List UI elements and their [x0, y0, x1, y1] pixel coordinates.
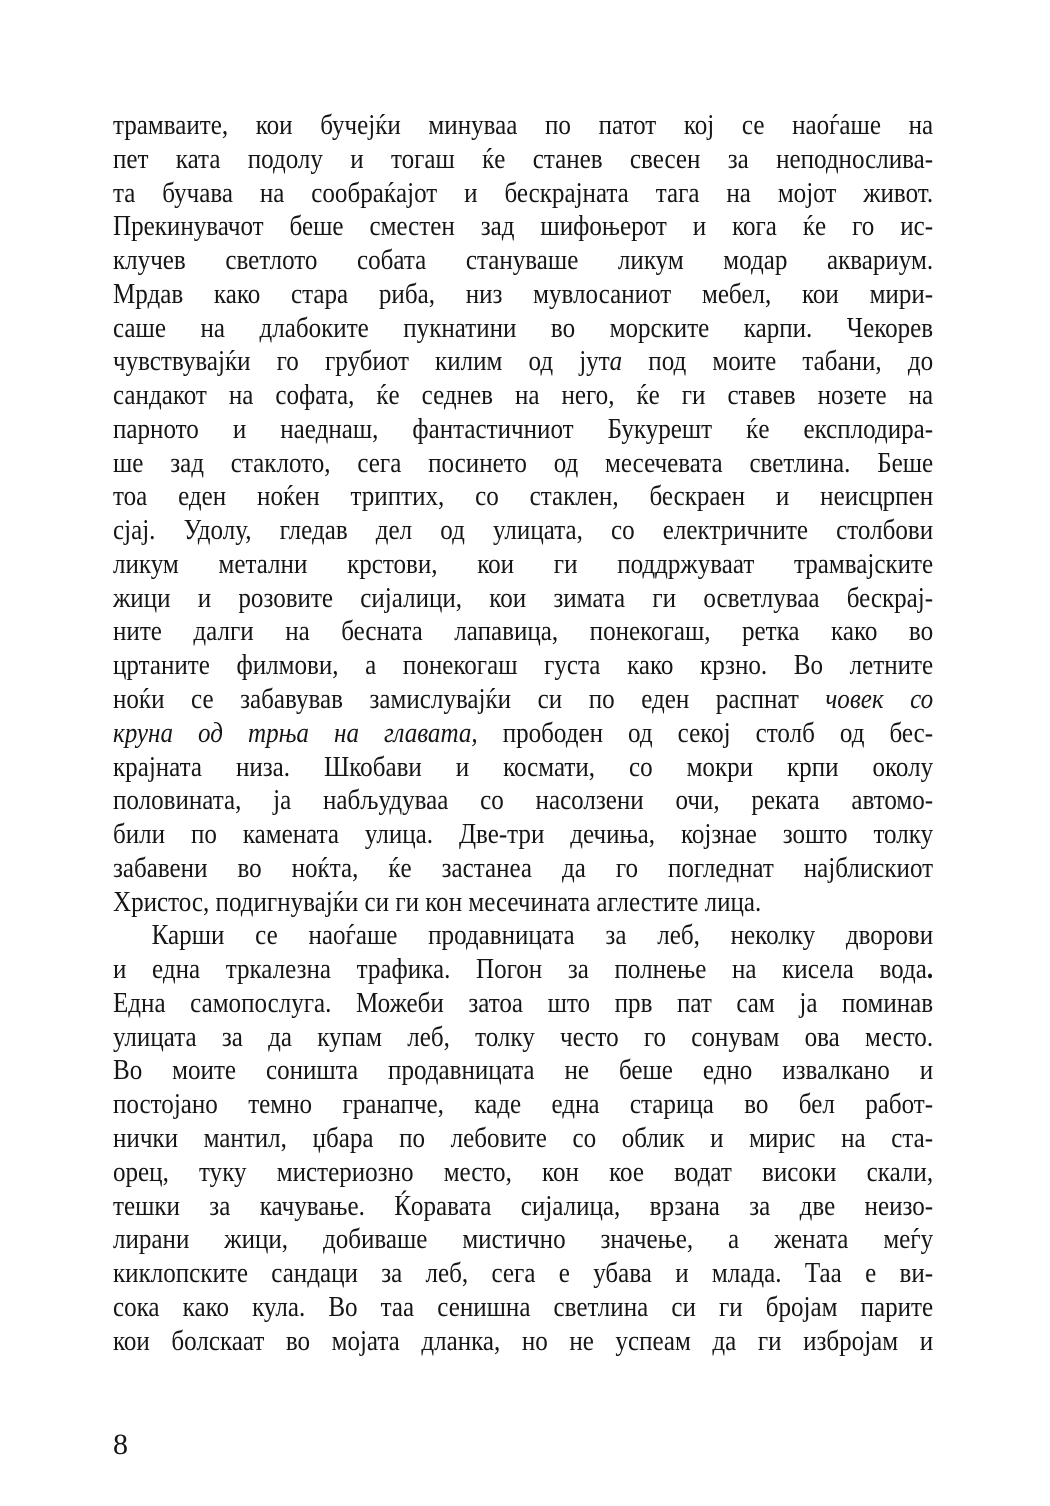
text-segment: сока како кула. Во таа сенишна светлина си ги бројам парите [113, 1291, 934, 1323]
text-segment: жици и розовите сијалици, кои зимата ги осветлуваа бескрај- [113, 582, 934, 614]
text-segment: трамваите, кои бучејќи минуваа по патот кој се наоѓаше на [113, 110, 934, 141]
text-segment: . [926, 954, 934, 986]
text-segment: чувствувајќи го грубиот килим од јут [113, 346, 610, 378]
text-segment: кои болскаат во мојата дланка, но не успеам да ги избројам и [113, 1325, 934, 1357]
text-line [113, 852, 933, 886]
text-line [113, 818, 933, 852]
text-line [113, 683, 933, 717]
text-segment: парното и наеднаш, фантастичниот Букурешт ќе експлодира- [113, 413, 934, 445]
page-number: 8 [113, 1428, 128, 1461]
text-segment: тешки за качување. Ќоравата сијалица, врзана за две неизо- [113, 1190, 934, 1222]
text-line [113, 345, 933, 379]
text-segment: прободен од секој столб од бес- [477, 717, 934, 749]
text-segment: ните далги на бесната лапавица, понекогаш, ретка како во [113, 616, 934, 648]
text-segment: улицата за да купам леб, толку често го сонувам ова место. [113, 1021, 934, 1053]
text-segment: саше на длабоките пукнатини во морските карпи. Чекорев [113, 312, 934, 344]
text-line [113, 210, 933, 244]
text-segment: Прекинувачот беше сместен зад шифоњерот и кога ќе го ис- [113, 211, 934, 243]
text-segment: били по камената улица. Две-три дечиња, којзнае зошто толку [113, 819, 934, 851]
italic-text-segment: круна од трња на главата, [113, 717, 478, 749]
text-segment: орец, туку мистериозно место, кон кое водат високи скали, [113, 1156, 934, 1188]
text-line [113, 514, 933, 548]
italic-text-segment: а [609, 346, 623, 378]
text-line [113, 1223, 933, 1257]
text-segment: Една самопослуга. Можеби затоа што прв пат сам ја поминав [113, 987, 934, 1019]
text-line [113, 379, 933, 413]
text-segment: под моите табани, до [622, 346, 934, 378]
text-line [113, 582, 933, 616]
text-segment: та бучава на сообраќајот и бескрајната тага на мојот живот. [113, 177, 934, 209]
text-segment: нички мантил, џбара по лебовите со облик и мирис на ста- [113, 1122, 934, 1154]
text-line [113, 751, 933, 785]
text-line [113, 886, 933, 920]
text-segment: лирани жици, добиваше мистично значење, а жената меѓу [113, 1224, 934, 1256]
text-line [113, 1054, 933, 1088]
text-segment: Карши се наоѓаше продавницата за леб, неколку дворови [151, 920, 934, 952]
text-line [113, 987, 933, 1021]
text-line [113, 480, 933, 514]
text-segment: ликум метални крстови, кои ги поддржуваат трамвајските [113, 548, 934, 580]
text-line [113, 1156, 933, 1190]
text-segment: крајната низа. Шкобави и космати, со мокри крпи околу [113, 751, 934, 783]
page-text [113, 109, 1046, 1358]
text-segment: и една тркалезна трафика. Погон за полнење на кисела вода [113, 954, 927, 986]
text-line [113, 447, 933, 481]
text-line [113, 919, 933, 953]
text-line [113, 143, 933, 177]
text-line [113, 1325, 933, 1359]
text-segment: клучев светлото собата стануваше ликум модар аквариум. [113, 245, 934, 277]
text-line [113, 244, 933, 278]
text-segment: ноќи се забавував замислувајќи си по еден распнат [113, 684, 826, 716]
text-segment: киклопските сандаци за леб, сега е убава и млада. Таа е ви- [113, 1258, 934, 1290]
text-segment: ше зад стаклото, сега посинето од месечевата светлина. Беше [113, 447, 934, 479]
text-segment: Христос, подигнувајќи си ги кон месечината аглестите лица. [113, 886, 762, 918]
text-segment: постојано темно гранапче, каде една старица во бел работ- [113, 1089, 934, 1121]
italic-text-segment: човек со [825, 684, 934, 716]
text-line [113, 1291, 933, 1325]
text-line [113, 312, 933, 346]
text-line [113, 278, 933, 312]
text-line [113, 1088, 933, 1122]
text-line [113, 109, 933, 143]
text-segment: пет ката подолу и тогаш ќе станев свесен за неподнослива- [113, 143, 934, 175]
text-line [113, 784, 933, 818]
text-segment: сјај. Удолу, гледав дел од улицата, со електричните столбови [113, 515, 934, 547]
text-segment: половината, ја набљудуваа со насолзени очи, реката автомо- [113, 785, 934, 817]
text-line [113, 177, 933, 211]
text-segment: сандакот на софата, ќе седнев на него, ќе ги ставев нозете на [113, 380, 934, 412]
text-line [113, 953, 933, 987]
text-line [113, 1190, 933, 1224]
text-line [113, 1122, 933, 1156]
text-segment: Во моите соништа продавницата не беше едно извалкано и [113, 1055, 934, 1087]
text-line [113, 649, 933, 683]
text-segment: цртаните филмови, а понекогаш густа како крзно. Во летните [113, 650, 934, 682]
text-line [113, 413, 933, 447]
text-line [113, 717, 933, 751]
text-segment: тоа еден ноќен триптих, со стаклен, бескраен и неисцрпен [113, 481, 934, 513]
text-line [113, 1257, 933, 1291]
text-segment: забавени во ноќта, ќе застанеа да го погледнат најблискиот [113, 852, 934, 884]
text-line [113, 1021, 933, 1055]
text-line [113, 615, 933, 649]
text-line [113, 548, 933, 582]
text-segment: Мрдав како стара риба, низ мувлосаниот мебел, кои мири- [113, 278, 934, 310]
